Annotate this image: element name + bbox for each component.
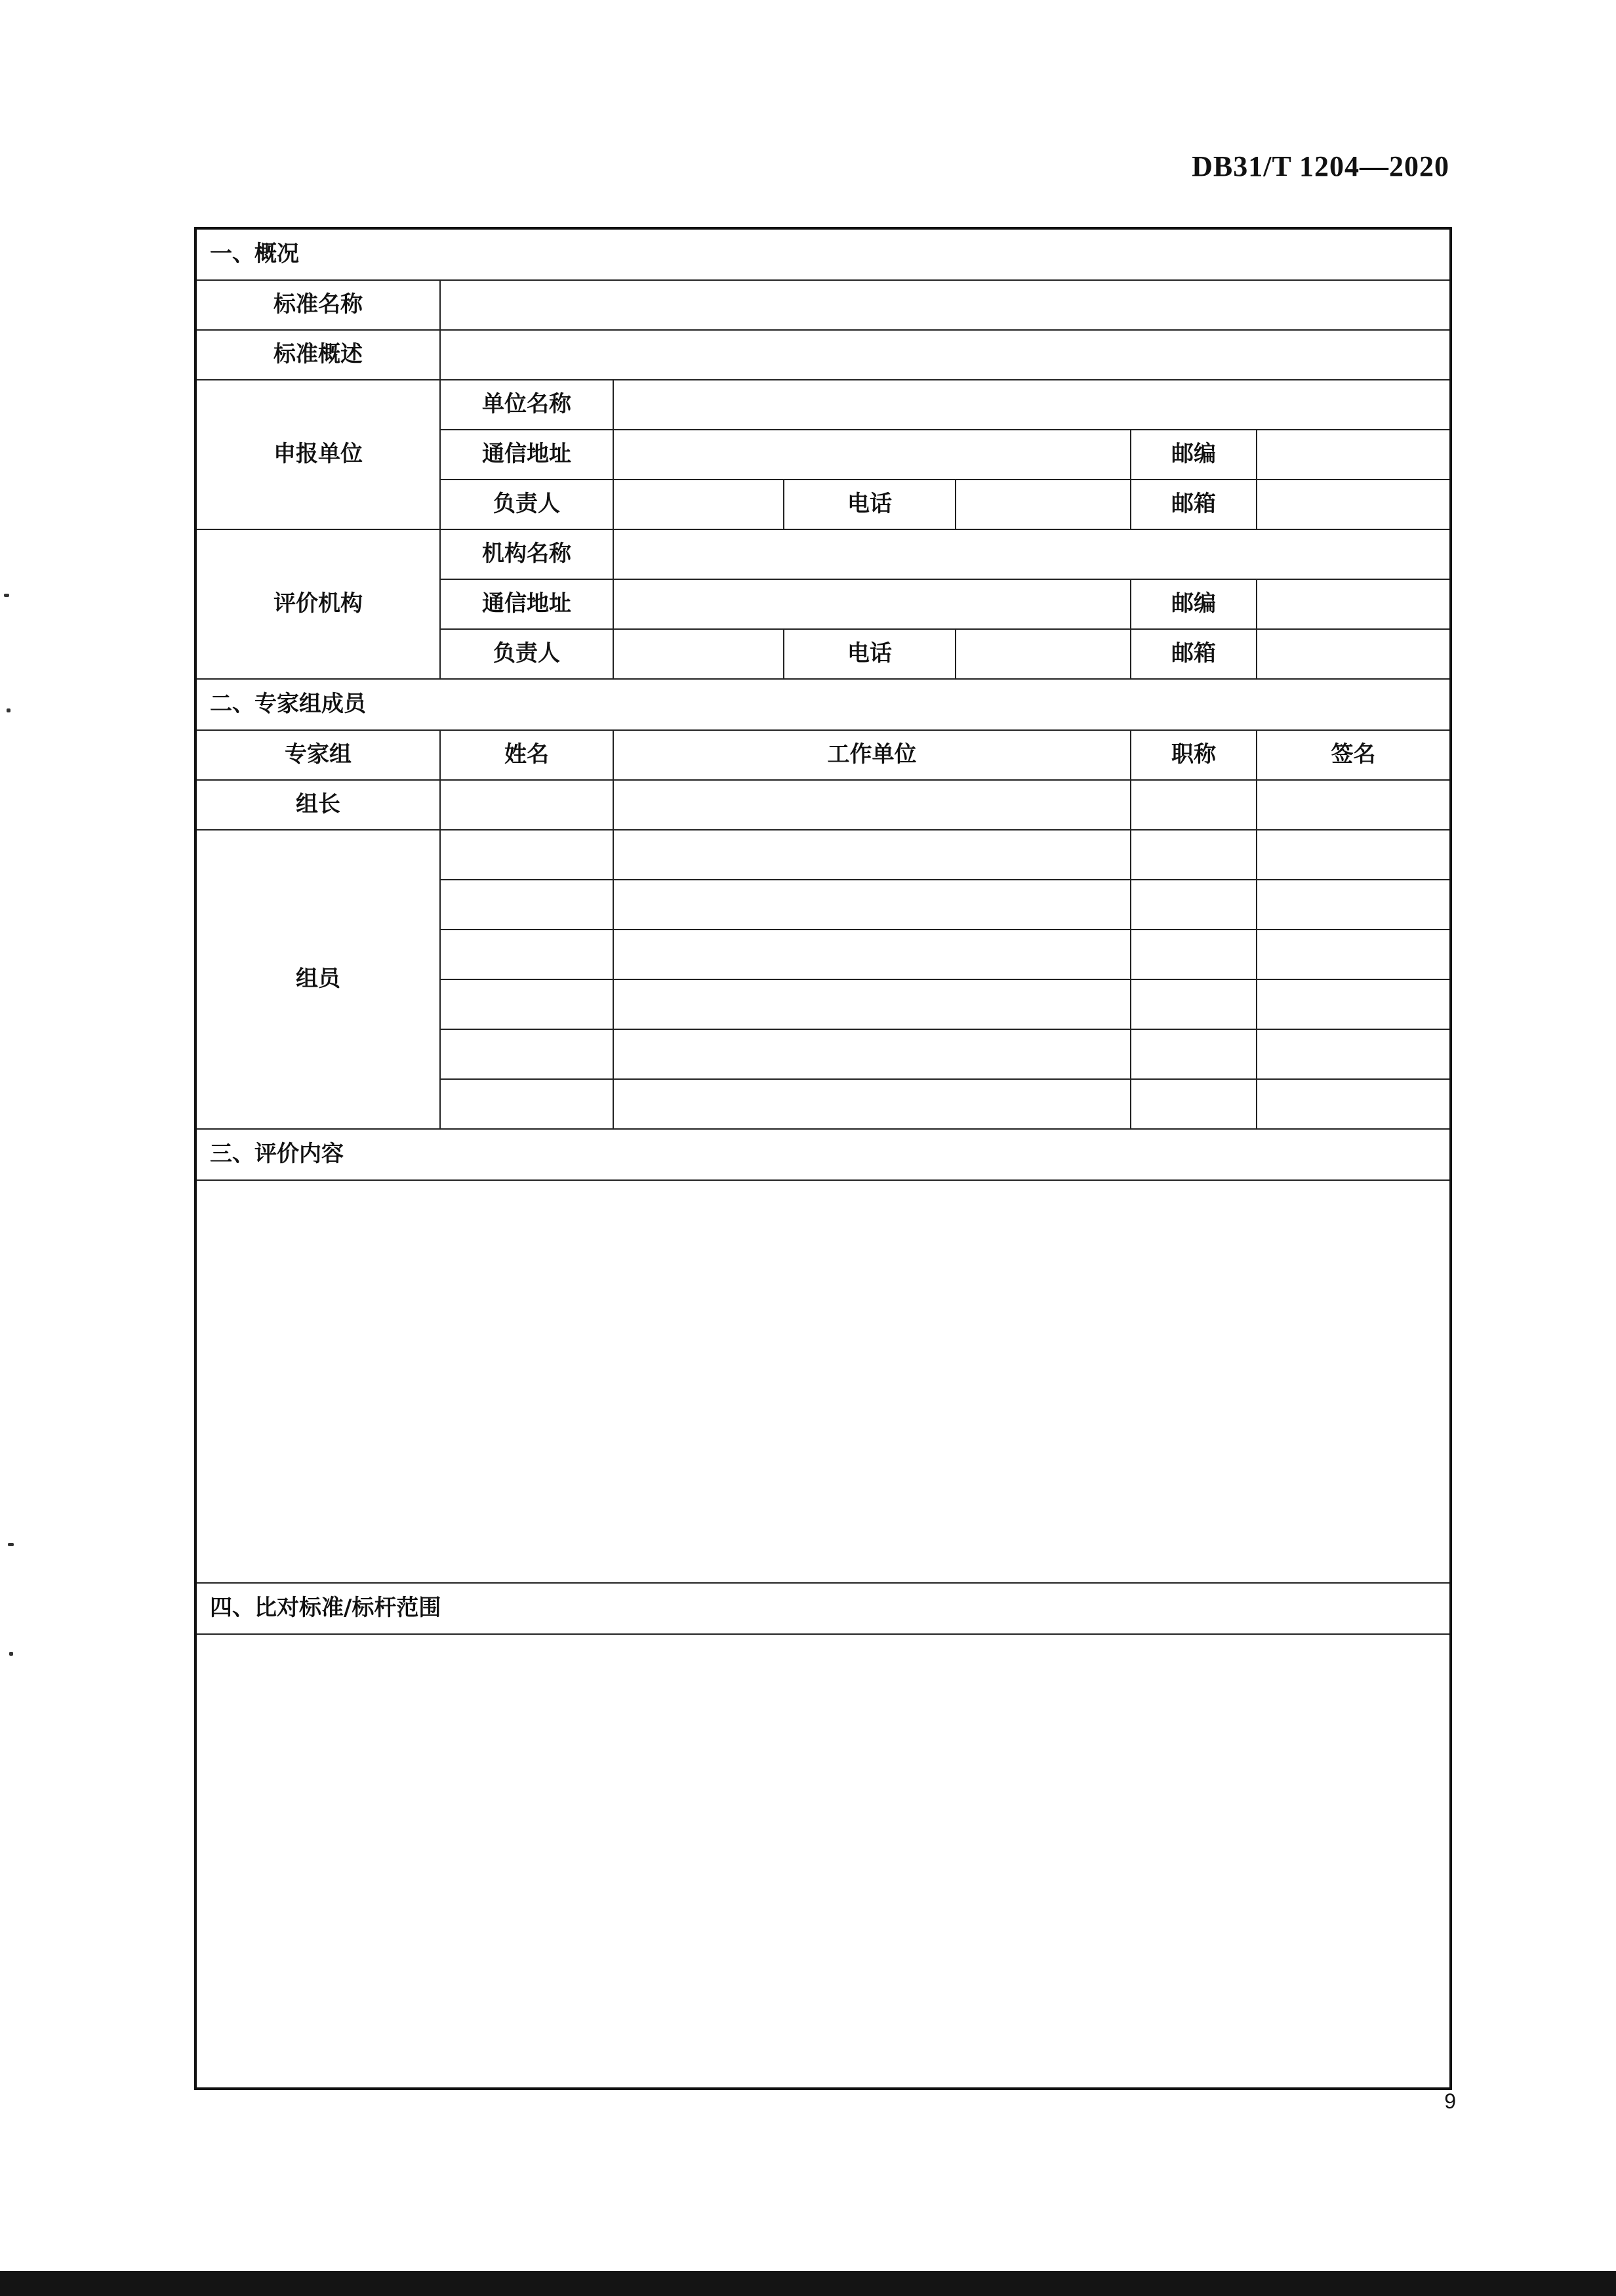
leader-title-field[interactable] [1131,780,1257,830]
margin-dot [8,1543,14,1546]
benchmark-scope-area[interactable] [195,1634,1451,2089]
section-benchmark-title: 四、比对标准/标杆范围 [195,1583,1451,1634]
member-signature-field[interactable] [1257,979,1451,1029]
applicant-phone-label: 电话 [784,480,956,529]
evaluator-org-name-field[interactable] [613,529,1451,579]
evaluator-phone-field[interactable] [956,629,1131,679]
applicant-person-field[interactable] [613,480,784,529]
evaluator-email-field[interactable] [1257,629,1451,679]
column-header-title: 职称 [1131,730,1257,780]
evaluation-form-table [194,227,1452,2090]
member-name-field[interactable] [440,1029,613,1079]
evaluator-postcode-field[interactable] [1257,579,1451,629]
applicant-postcode-label: 邮编 [1131,430,1257,480]
page-number: 9 [1444,2089,1456,2113]
member-title-field[interactable] [1131,830,1257,880]
member-title-field[interactable] [1131,880,1257,930]
margin-dot [7,708,10,712]
leader-work-unit-field[interactable] [613,780,1131,830]
standard-summary-field[interactable] [440,330,1451,380]
evaluator-postcode-label: 邮编 [1131,579,1257,629]
evaluator-email-label: 邮箱 [1131,629,1257,679]
margin-dot [4,594,9,597]
bottom-edge-bar [0,2271,1616,2296]
applicant-email-label: 邮箱 [1131,480,1257,529]
member-title-field[interactable] [1131,1079,1257,1129]
member-signature-field[interactable] [1257,880,1451,930]
section-experts-title: 二、专家组成员 [195,679,1451,730]
member-label: 组员 [195,830,440,1129]
member-title-field[interactable] [1131,979,1257,1029]
column-header-name: 姓名 [440,730,613,780]
member-signature-field[interactable] [1257,1079,1451,1129]
member-signature-field[interactable] [1257,1029,1451,1079]
member-name-field[interactable] [440,979,613,1029]
member-work-unit-field[interactable] [613,880,1131,930]
applicant-label: 申报单位 [195,380,440,529]
member-name-field[interactable] [440,930,613,979]
section-content-title: 三、评价内容 [195,1129,1451,1180]
member-title-field[interactable] [1131,1029,1257,1079]
column-header-group: 专家组 [195,730,440,780]
evaluator-label: 评价机构 [195,529,440,679]
leader-signature-field[interactable] [1257,780,1451,830]
member-name-field[interactable] [440,880,613,930]
evaluator-org-name-label: 机构名称 [440,529,613,579]
standard-name-label: 标准名称 [195,280,440,330]
evaluator-address-field[interactable] [613,579,1131,629]
column-header-signature: 签名 [1257,730,1451,780]
applicant-address-label: 通信地址 [440,430,613,480]
member-name-field[interactable] [440,1079,613,1129]
member-work-unit-field[interactable] [613,1079,1131,1129]
leader-label: 组长 [195,780,440,830]
member-work-unit-field[interactable] [613,930,1131,979]
standard-summary-label: 标准概述 [195,330,440,380]
member-name-field[interactable] [440,830,613,880]
applicant-person-label: 负责人 [440,480,613,529]
applicant-unit-name-field[interactable] [613,380,1451,430]
member-work-unit-field[interactable] [613,1029,1131,1079]
applicant-postcode-field[interactable] [1257,430,1451,480]
evaluator-person-label: 负责人 [440,629,613,679]
applicant-email-field[interactable] [1257,480,1451,529]
evaluator-phone-label: 电话 [784,629,956,679]
leader-name-field[interactable] [440,780,613,830]
member-signature-field[interactable] [1257,830,1451,880]
member-title-field[interactable] [1131,930,1257,979]
member-work-unit-field[interactable] [613,979,1131,1029]
applicant-address-field[interactable] [613,430,1131,480]
evaluator-person-field[interactable] [613,629,784,679]
column-header-work-unit: 工作单位 [613,730,1131,780]
applicant-unit-name-label: 单位名称 [440,380,613,430]
applicant-phone-field[interactable] [956,480,1131,529]
document-code: DB31/T 1204—2020 [1192,150,1449,182]
evaluation-content-area[interactable] [195,1180,1451,1583]
section-overview-title: 一、概况 [195,228,1451,280]
margin-dot [9,1652,13,1656]
evaluator-address-label: 通信地址 [440,579,613,629]
standard-name-field[interactable] [440,280,1451,330]
member-signature-field[interactable] [1257,930,1451,979]
member-work-unit-field[interactable] [613,830,1131,880]
